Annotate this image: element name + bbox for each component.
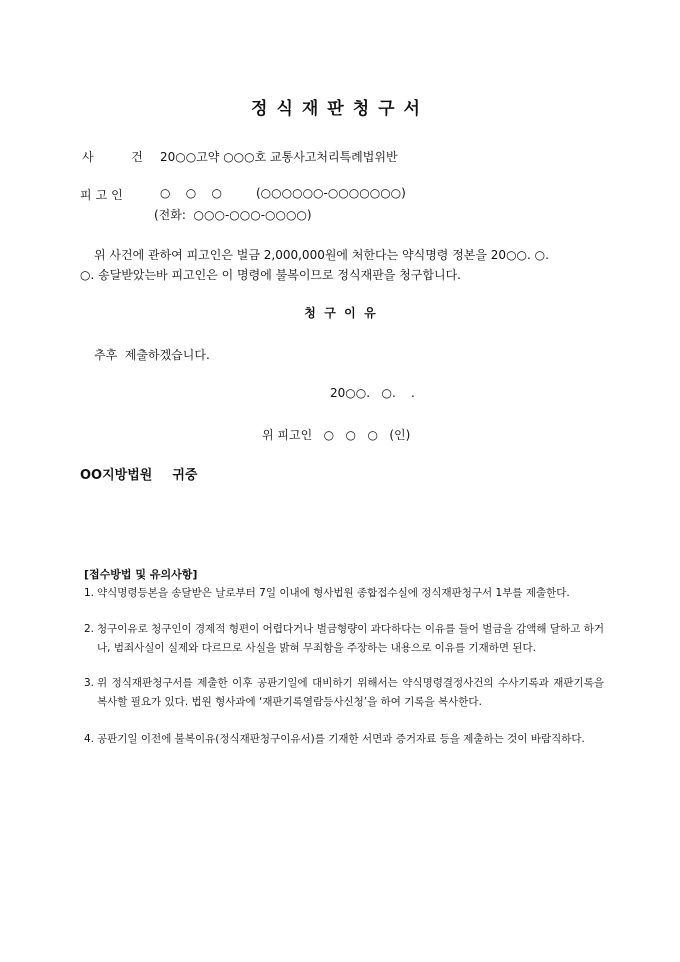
body-line-1: 위 사건에 관하여 피고인은 벌금 2,000,000원에 처한다는 약식명령 정본을 20○○. ○. (94, 248, 549, 262)
reason-text: 추후 제출하겠습니다. (94, 348, 210, 362)
court-suffix: 귀중 (172, 468, 198, 483)
case-value: 20○○고약 ○○○호 교통사고처리특례법위반 (160, 150, 398, 164)
note-item: 2. 청구이유로 청구인이 경제적 형편이 어렵다거나 벌금형량이 과다하다는 이유를 들어 벌금을 감액해 달하고 하거나, 범죄사실이 실제와 다르므로 사실을 밝혀 무죄함을 주장하는 내용으로 이유를 기재하면 된다. (84, 623, 604, 654)
signature-line: 위 피고인 ○ ○ ○ (인) (262, 428, 411, 442)
document-title: 정식재판청구서 (251, 99, 429, 119)
defendant-phone: (전화: ○○○-○○○-○○○○) (154, 208, 312, 222)
reason-heading: 청 구 이 유 (304, 306, 376, 320)
court-addressee (80, 464, 197, 483)
note-item: 1. 약식명령등본을 송달받은 날로부터 7일 이내에 형사법원 종합접수실에 정식재판청구서 1부를 제출한다. (84, 587, 570, 599)
filing-date: 20○○. ○. . (330, 386, 415, 400)
note-item: 4. 공판기일 이전에 불복이유(정식재판청구이유서)를 기재한 서면과 증거자료 등을 제출하는 것이 바람직하다. (84, 733, 585, 745)
case-label: 사 건 (82, 150, 153, 164)
note-item: 3. 위 정식재판청구서를 제출한 이후 공판기일에 대비하기 위해서는 약식명령결정사건의 수사기록과 재판기록을 복사할 필요가 있다. 법원 형사과에 ‘재판기록열람등사신청’을 하여 기록을 복사한다. (84, 677, 604, 708)
body-line-2: ○. 송달받았는바 피고인은 이 명령에 불복이므로 정식재판을 청구합니다. (80, 268, 461, 282)
notes-title: [접수방법 및 유의사항] (84, 568, 198, 581)
court-name: OO지방법원 (80, 468, 153, 483)
defendant-name: ○ ○ ○ (160, 186, 222, 200)
defendant-id: (○○○○○○-○○○○○○○) (256, 186, 406, 200)
defendant-label: 피고인 (80, 188, 127, 202)
